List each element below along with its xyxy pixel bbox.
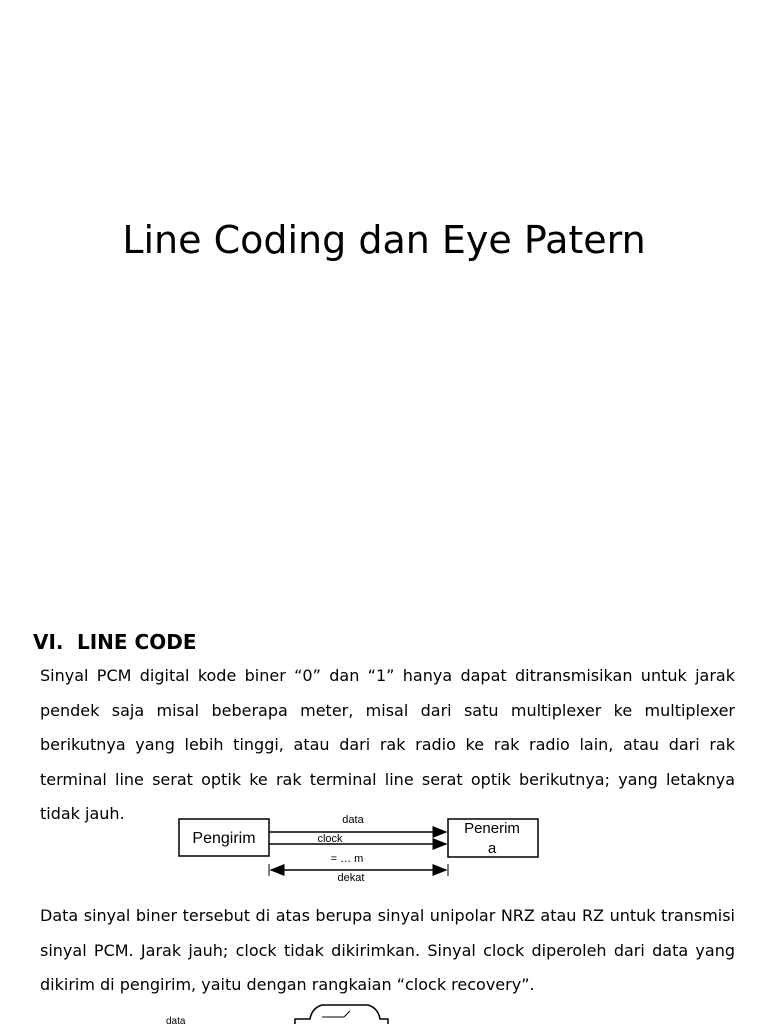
section-title: LINE CODE (77, 630, 197, 654)
near-label: dekat (337, 872, 365, 884)
recovery-circuit-outline (295, 1005, 388, 1024)
receiver-label-line1: Penerim (464, 820, 520, 837)
slide-title: Line Coding dan Eye Patern (122, 218, 646, 262)
clock-label: clock (317, 833, 343, 845)
paragraph-clock-recovery: Data sinyal biner tersebut di atas berupa sinyal unipolar NRZ atau RZ untuk transmisi sinyal PCM. Jarak jauh; clock tidak dikirimkan. Sinyal clock diperoleh dari data yang dikirim di pengirim, yaitu dengan rangkaian “clock recovery”. (40, 906, 735, 994)
clock-recovery-figure-partial (150, 1000, 410, 1024)
receiver-label-line2: a (487, 840, 497, 857)
section-number: VI. (33, 630, 64, 654)
sender-label: Pengirim (192, 830, 256, 847)
transmission-diagram (170, 808, 550, 888)
recovery-circuit-inner-arrow (322, 1011, 350, 1017)
data-label: data (342, 814, 364, 826)
section-heading (33, 630, 197, 654)
bottom-data-label: data (166, 1016, 186, 1024)
distance-label: = … m (330, 853, 364, 865)
paragraph-line-code-intro: Sinyal PCM digital kode biner “0” dan “1” hanya dapat ditransmisikan untuk jarak pendek saja misal beberapa meter, misal dari satu multiplexer ke multiplexer berikutnya yang lebih tinggi, atau dari rak radio ke rak radio lain, atau dari rak terminal line serat optik ke rak terminal line serat optik berikutnya; yang letaknya tidak jauh. (40, 666, 735, 823)
